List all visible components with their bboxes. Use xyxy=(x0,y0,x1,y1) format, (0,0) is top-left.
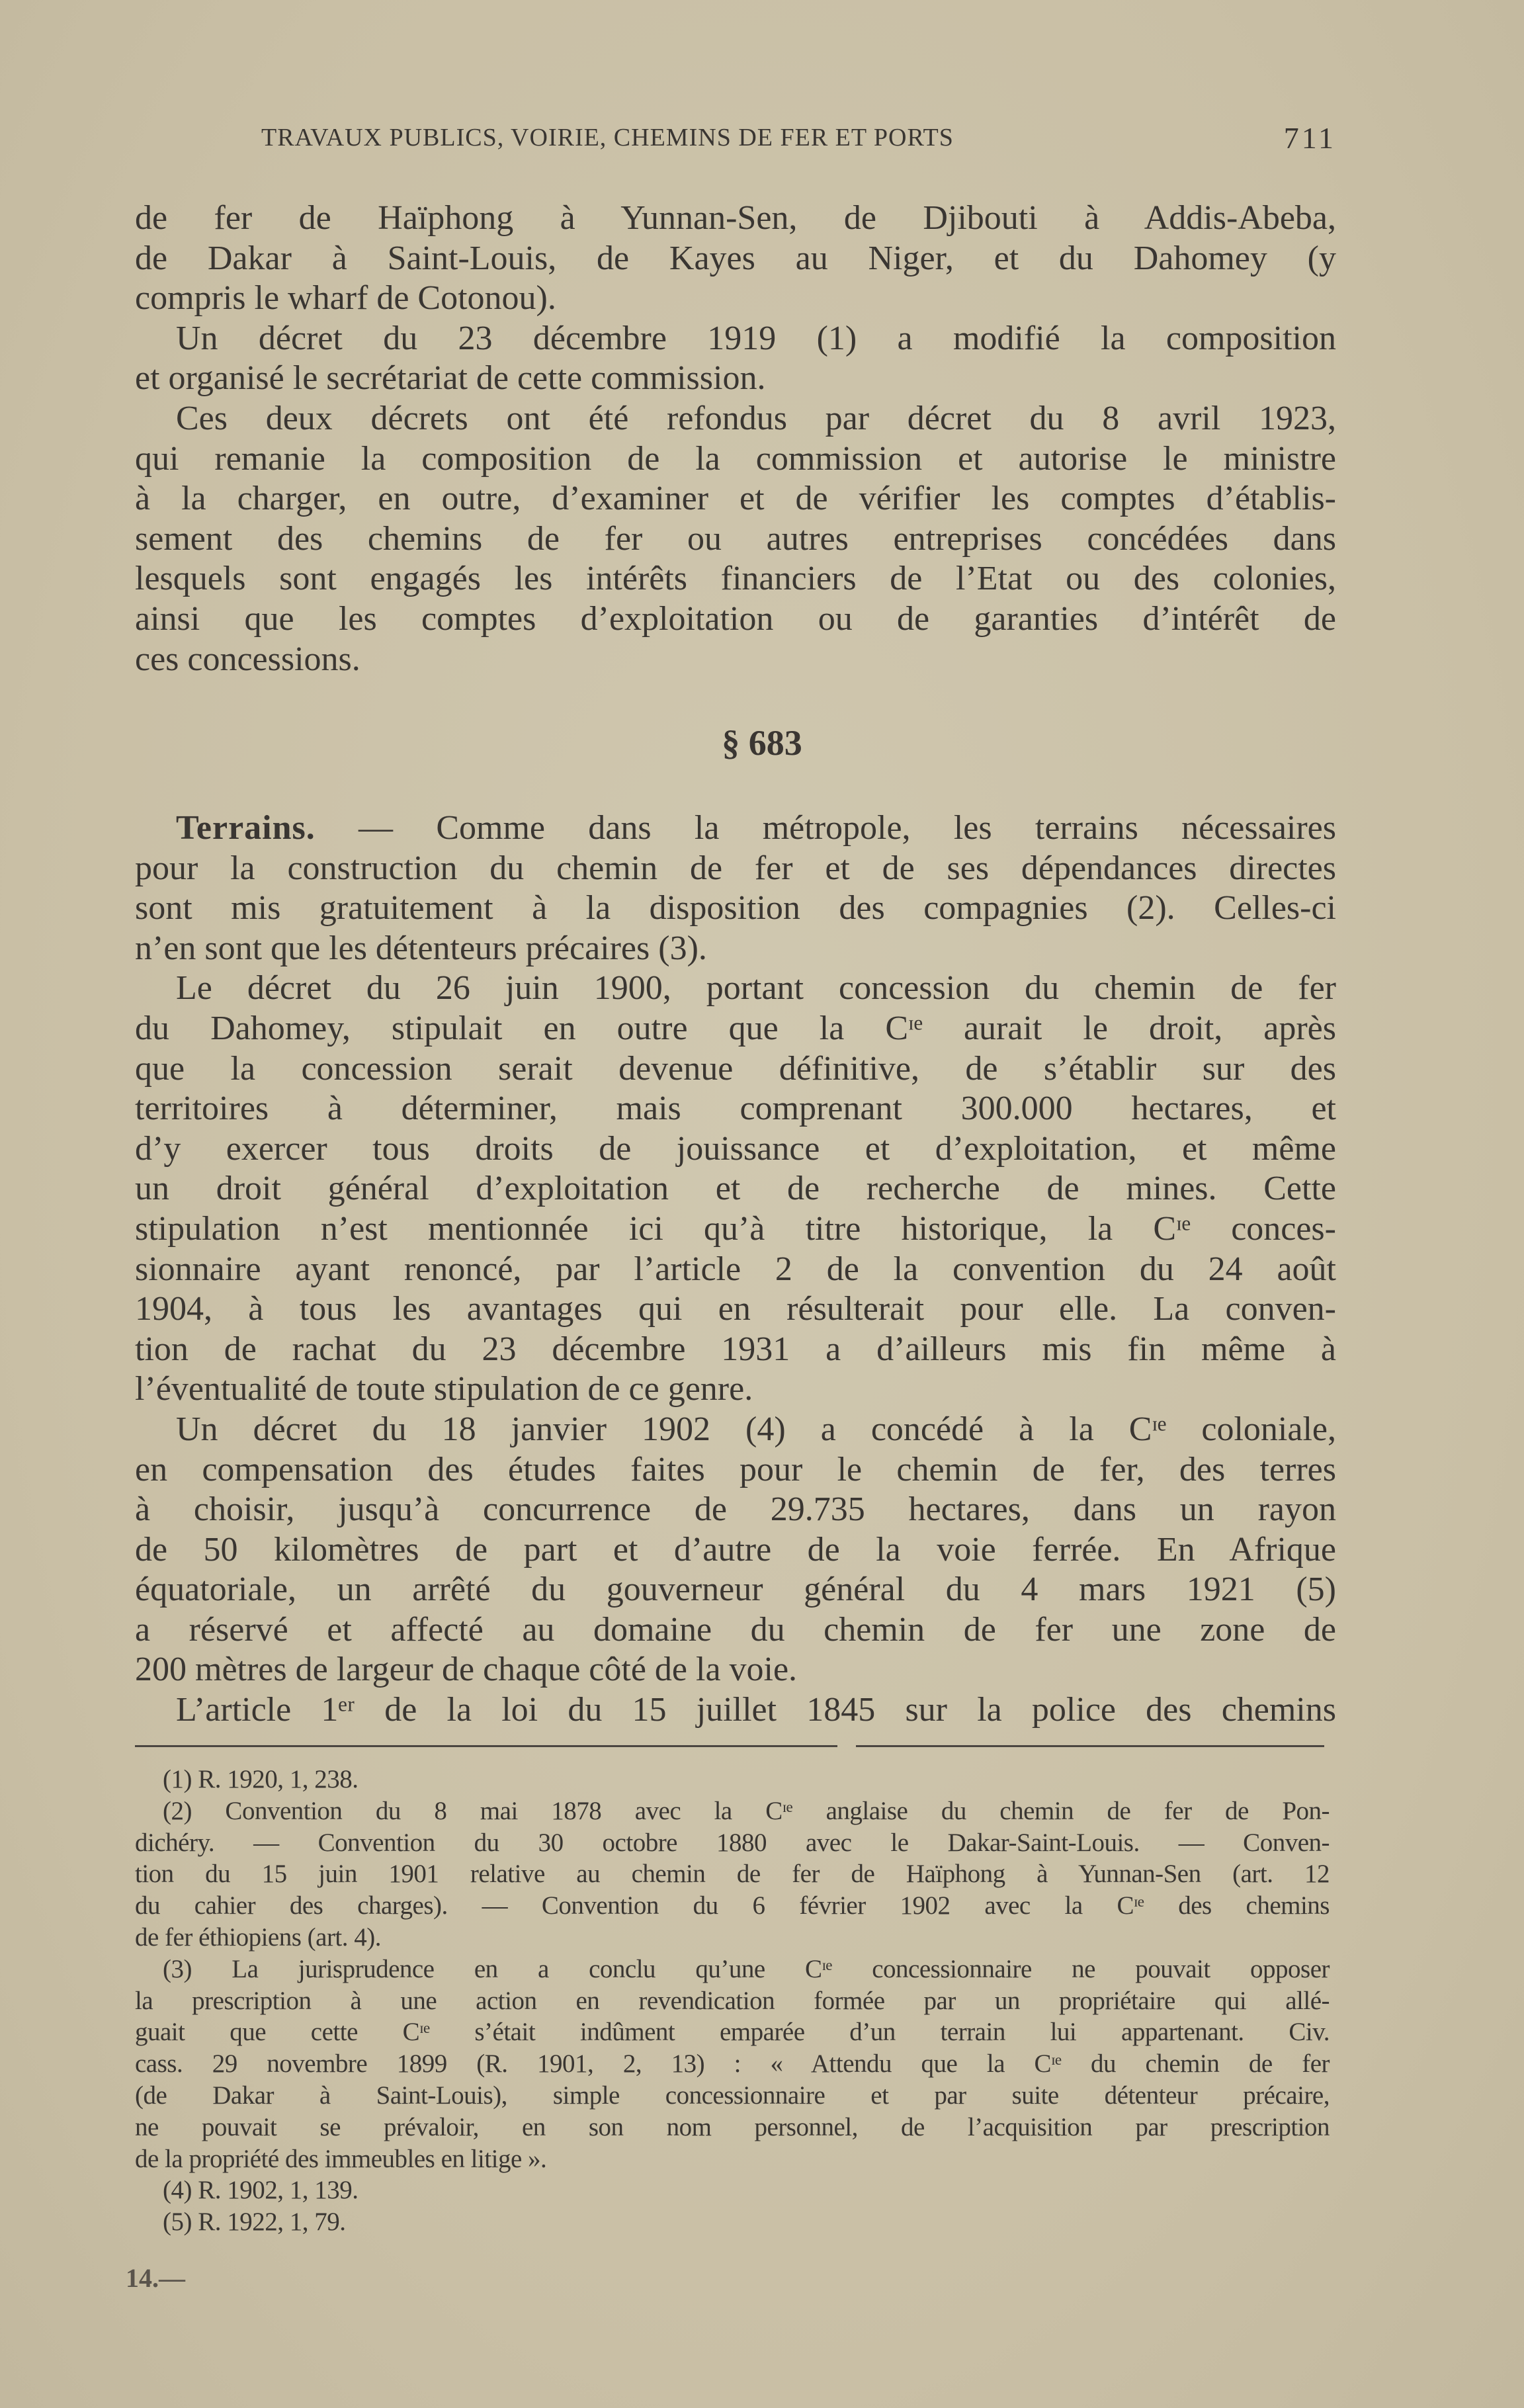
text-line: territoires à déterminer, mais comprenant 300.000 hectares, et xyxy=(135,1090,1336,1128)
text-line: de fer éthiopiens (art. 4). xyxy=(135,1922,382,1952)
body-text-bottom xyxy=(135,808,1336,1731)
text-line: guait que cette Cᶦᵉ s’était indûment emparée d’un terrain lui appartenant. Civ. xyxy=(135,2018,1330,2047)
text-line: ainsi que les comptes d’exploitation ou de garanties d’intérêt de xyxy=(135,599,1336,638)
text-line: tion de rachat du 23 décembre 1931 a d’ailleurs mis fin même à xyxy=(135,1330,1336,1368)
text-line: (1) R. 1920, 1, 238. xyxy=(163,1765,359,1793)
terrains-lead: Terrains. xyxy=(176,809,316,847)
text-line: sionnaire ayant renoncé, par l’article 2 de la convention du 24 août xyxy=(135,1250,1336,1288)
text-line: de fer de Haïphong à Yunnan-Sen, de Djibouti à Addis-Abeba, xyxy=(135,199,1336,237)
text-line: cass. 29 novembre 1899 (R. 1901, 2, 13) : « Attendu que la Cᶦᵉ du chemin de fer xyxy=(135,2049,1330,2079)
footnote xyxy=(135,1764,1330,1795)
running-title: TRAVAUX PUBLICS, VOIRIE, CHEMINS DE FER ET PORTS xyxy=(261,124,954,151)
text-line: l’éventualité de toute stipulation de ce genre. xyxy=(135,1370,753,1408)
footnote xyxy=(135,1954,1330,2175)
text-line: pour la construction du chemin de fer et de ses dépendances directes xyxy=(135,849,1336,887)
text-line: sement des chemins de fer ou autres entreprises concédées dans xyxy=(135,519,1336,558)
text-line: n’en sont que les détenteurs précaires (3). xyxy=(135,929,707,967)
footnote xyxy=(135,2174,1330,2206)
text-line: (5) R. 1922, 1, 79. xyxy=(163,2208,346,2237)
text-line: sont mis gratuitement à la disposition des compagnies (2). Celles-ci xyxy=(135,889,1336,927)
terrains-first-line-text: — Comme dans la métropole, les terrains nécessaires xyxy=(315,809,1336,847)
text-line: la prescription à une action en revendication formée par un propriétaire qui allé- xyxy=(135,1986,1330,2015)
paragraph xyxy=(135,319,1336,399)
text-line: en compensation des études faites pour le chemin de fer, des terres xyxy=(135,1450,1336,1488)
signature-mark: 14.— xyxy=(126,2263,185,2293)
text-line: 200 mètres de largeur de chaque côté de la voie. xyxy=(135,1651,798,1689)
text-line: tion du 15 juin 1901 relative au chemin de fer de Haïphong à Yunnan-Sen (art. 12 xyxy=(135,1860,1330,1889)
text-line: de Dakar à Saint-Louis, de Kayes au Niger, et du Dahomey (y xyxy=(135,239,1336,277)
section-heading: § 683 xyxy=(722,723,802,763)
paragraph xyxy=(135,968,1336,1410)
text-line: à la charger, en outre, d’examiner et de vérifier les comptes d’établis- xyxy=(135,480,1336,518)
text-line: compris le wharf de Cotonou). xyxy=(135,279,556,318)
paragraph xyxy=(135,198,1336,319)
text-line: et organisé le secrétariat de cette commission. xyxy=(135,359,766,398)
text-line: Un décret du 23 décembre 1919 (1) a modifié la composition xyxy=(176,319,1336,357)
text-line: Un décret du 18 janvier 1902 (4) a concédé à la Cᶦᵉ coloniale, xyxy=(176,1410,1336,1448)
text-line: de 50 kilomètres de part et d’autre de la voie ferrée. En Afrique xyxy=(135,1530,1336,1569)
text-line: (3) La jurisprudence en a conclu qu’une Cᶦᵉ concessionnaire ne pouvait opposer xyxy=(163,1954,1330,1983)
text-line: à choisir, jusqu’à concurrence de 29.735 hectares, dans un rayon xyxy=(135,1490,1336,1529)
text-line: dichéry. — Convention du 30 octobre 1880 avec le Dakar-Saint-Louis. — Conven- xyxy=(135,1828,1330,1857)
body-paragraphs xyxy=(135,849,1336,1731)
text-line: stipulation n’est mentionnée ici qu’à titre historique, la Cᶦᵉ conces- xyxy=(135,1209,1336,1248)
text-line: de la propriété des immeubles en litige ». xyxy=(135,2144,547,2173)
text-line: ne pouvait se prévaloir, en son nom personnel, de l’acquisition par prescription xyxy=(135,2112,1330,2141)
footnote-rule-right xyxy=(856,1745,1324,1747)
footnotes xyxy=(135,1764,1330,2238)
text-line: (4) R. 1902, 1, 139. xyxy=(163,2176,359,2205)
paragraph xyxy=(135,1410,1336,1690)
text-line: (2) Convention du 8 mai 1878 avec la Cᶦᵉ anglaise du chemin de fer de Pon- xyxy=(163,1796,1330,1825)
text-line: du cahier des charges). — Convention du 6 février 1902 avec la Cᶦᵉ des chemins xyxy=(135,1891,1330,1920)
text-line: 1904, à tous les avantages qui en résulterait pour elle. La conven- xyxy=(135,1290,1336,1328)
text-line: Le décret du 26 juin 1900, portant concession du chemin de fer xyxy=(176,969,1336,1008)
text-line: un droit général d’exploitation et de recherche de mines. Cette xyxy=(135,1170,1336,1208)
paragraph xyxy=(135,399,1336,679)
running-header xyxy=(261,123,1336,163)
text-line: ces concessions. xyxy=(135,640,360,678)
footnote xyxy=(135,1795,1330,1954)
text-line: lesquels sont engagés les intérêts financiers de l’Etat ou des colonies, xyxy=(135,560,1336,598)
text-line: a réservé et affecté au domaine du chemin de fer une zone de xyxy=(135,1610,1336,1649)
page-number: 711 xyxy=(1283,121,1336,155)
text-line: L’article 1ᵉʳ de la loi du 15 juillet 1845 sur la police des chemins xyxy=(176,1691,1336,1729)
text-line: que la concession serait devenue définitive, de s’établir sur des xyxy=(135,1049,1336,1088)
text-line: d’y exercer tous droits de jouissance et d’exploitation, et même xyxy=(135,1129,1336,1168)
text-line: qui remanie la composition de la commission et autorise le ministre xyxy=(135,439,1336,478)
body-text-top xyxy=(135,198,1336,679)
footnote-rule-left xyxy=(135,1745,837,1747)
text-line: (de Dakar à Saint-Louis), simple concessionnaire et par suite détenteur précaire, xyxy=(135,2081,1330,2110)
text-line: du Dahomey, stipulait en outre que la Cᶦᵉ aurait le droit, après xyxy=(135,1009,1336,1047)
text-line: équatoriale, un arrêté du gouverneur général du 4 mars 1921 (5) xyxy=(135,1570,1336,1609)
footnote xyxy=(135,2206,1330,2238)
paragraph xyxy=(135,849,1336,969)
terrains-first-line xyxy=(135,808,1336,849)
paragraph xyxy=(135,1690,1336,1731)
text-line: Ces deux décrets ont été refondus par décret du 8 avril 1923, xyxy=(176,399,1336,437)
